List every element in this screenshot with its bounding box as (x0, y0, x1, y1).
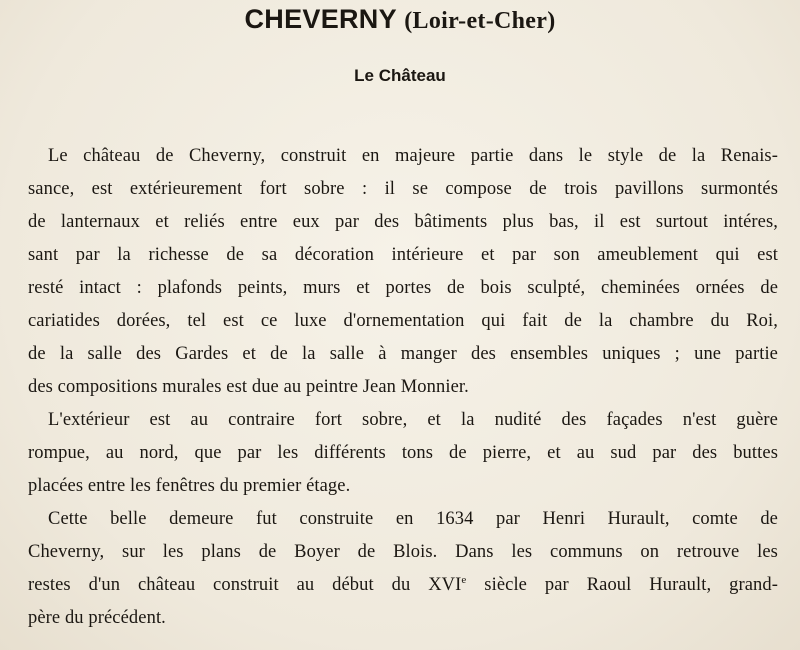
page-title (0, 4, 800, 35)
paragraph-1-line-8: des compositions murales est due au peintre Jean Monnier. (28, 377, 469, 397)
paragraph-1-line-5: resté intact : plafonds peints, murs et portes de bois sculpté, cheminées ornées de (28, 278, 778, 298)
body-text (28, 140, 778, 635)
paragraph-2-line-3: placées entre les fenêtres du premier étage. (28, 476, 351, 496)
paragraph-2-line-1: L'extérieur est au contraire fort sobre, et la nudité des façades n'est guère (48, 410, 778, 430)
paragraph-1-line-3: de lanternaux et reliés entre eux par des bâtiments plus bas, il est surtout intéres, (28, 212, 778, 232)
paragraph-1-line-4: sant par la richesse de sa décoration intérieure et par son ameublement qui est (28, 245, 778, 265)
paragraph-3-line-3 (28, 569, 778, 602)
title-name: CHEVERNY (244, 4, 397, 34)
paragraph-1-line-2: sance, est extérieurement fort sobre : il se compose de trois pavillons surmontés (28, 179, 778, 199)
paragraph-1-line-6: cariatides dorées, tel est ce luxe d'ornementation qui fait de la chambre du Roi, (28, 311, 778, 331)
paragraph-1-line-7: de la salle des Gardes et de la salle à manger des ensembles uniques ; une partie (28, 344, 778, 364)
paragraph-3-line-2: Cheverny, sur les plans de Boyer de Blois. Dans les communs on retrouve les (28, 542, 778, 562)
century-line-end: siècle par Raoul Hurault, grand- (466, 575, 778, 595)
century-line-start: restes d'un château construit au début du XVI (28, 575, 462, 595)
paragraph-3-line-4: père du précédent. (28, 608, 166, 628)
century-superscript: e (461, 573, 467, 586)
paragraph-3-line-1: Cette belle demeure fut construite en 1634 par Henri Hurault, comte de (48, 509, 778, 529)
paragraph-1-line-1: Le château de Cheverny, construit en majeure partie dans le style de la Renais- (48, 146, 778, 166)
paragraph-2-line-2: rompue, au nord, que par les différents tons de pierre, et au sud par des buttes (28, 443, 778, 463)
title-region: (Loir-et-Cher) (404, 8, 556, 34)
section-subtitle: Le Château (354, 66, 446, 85)
